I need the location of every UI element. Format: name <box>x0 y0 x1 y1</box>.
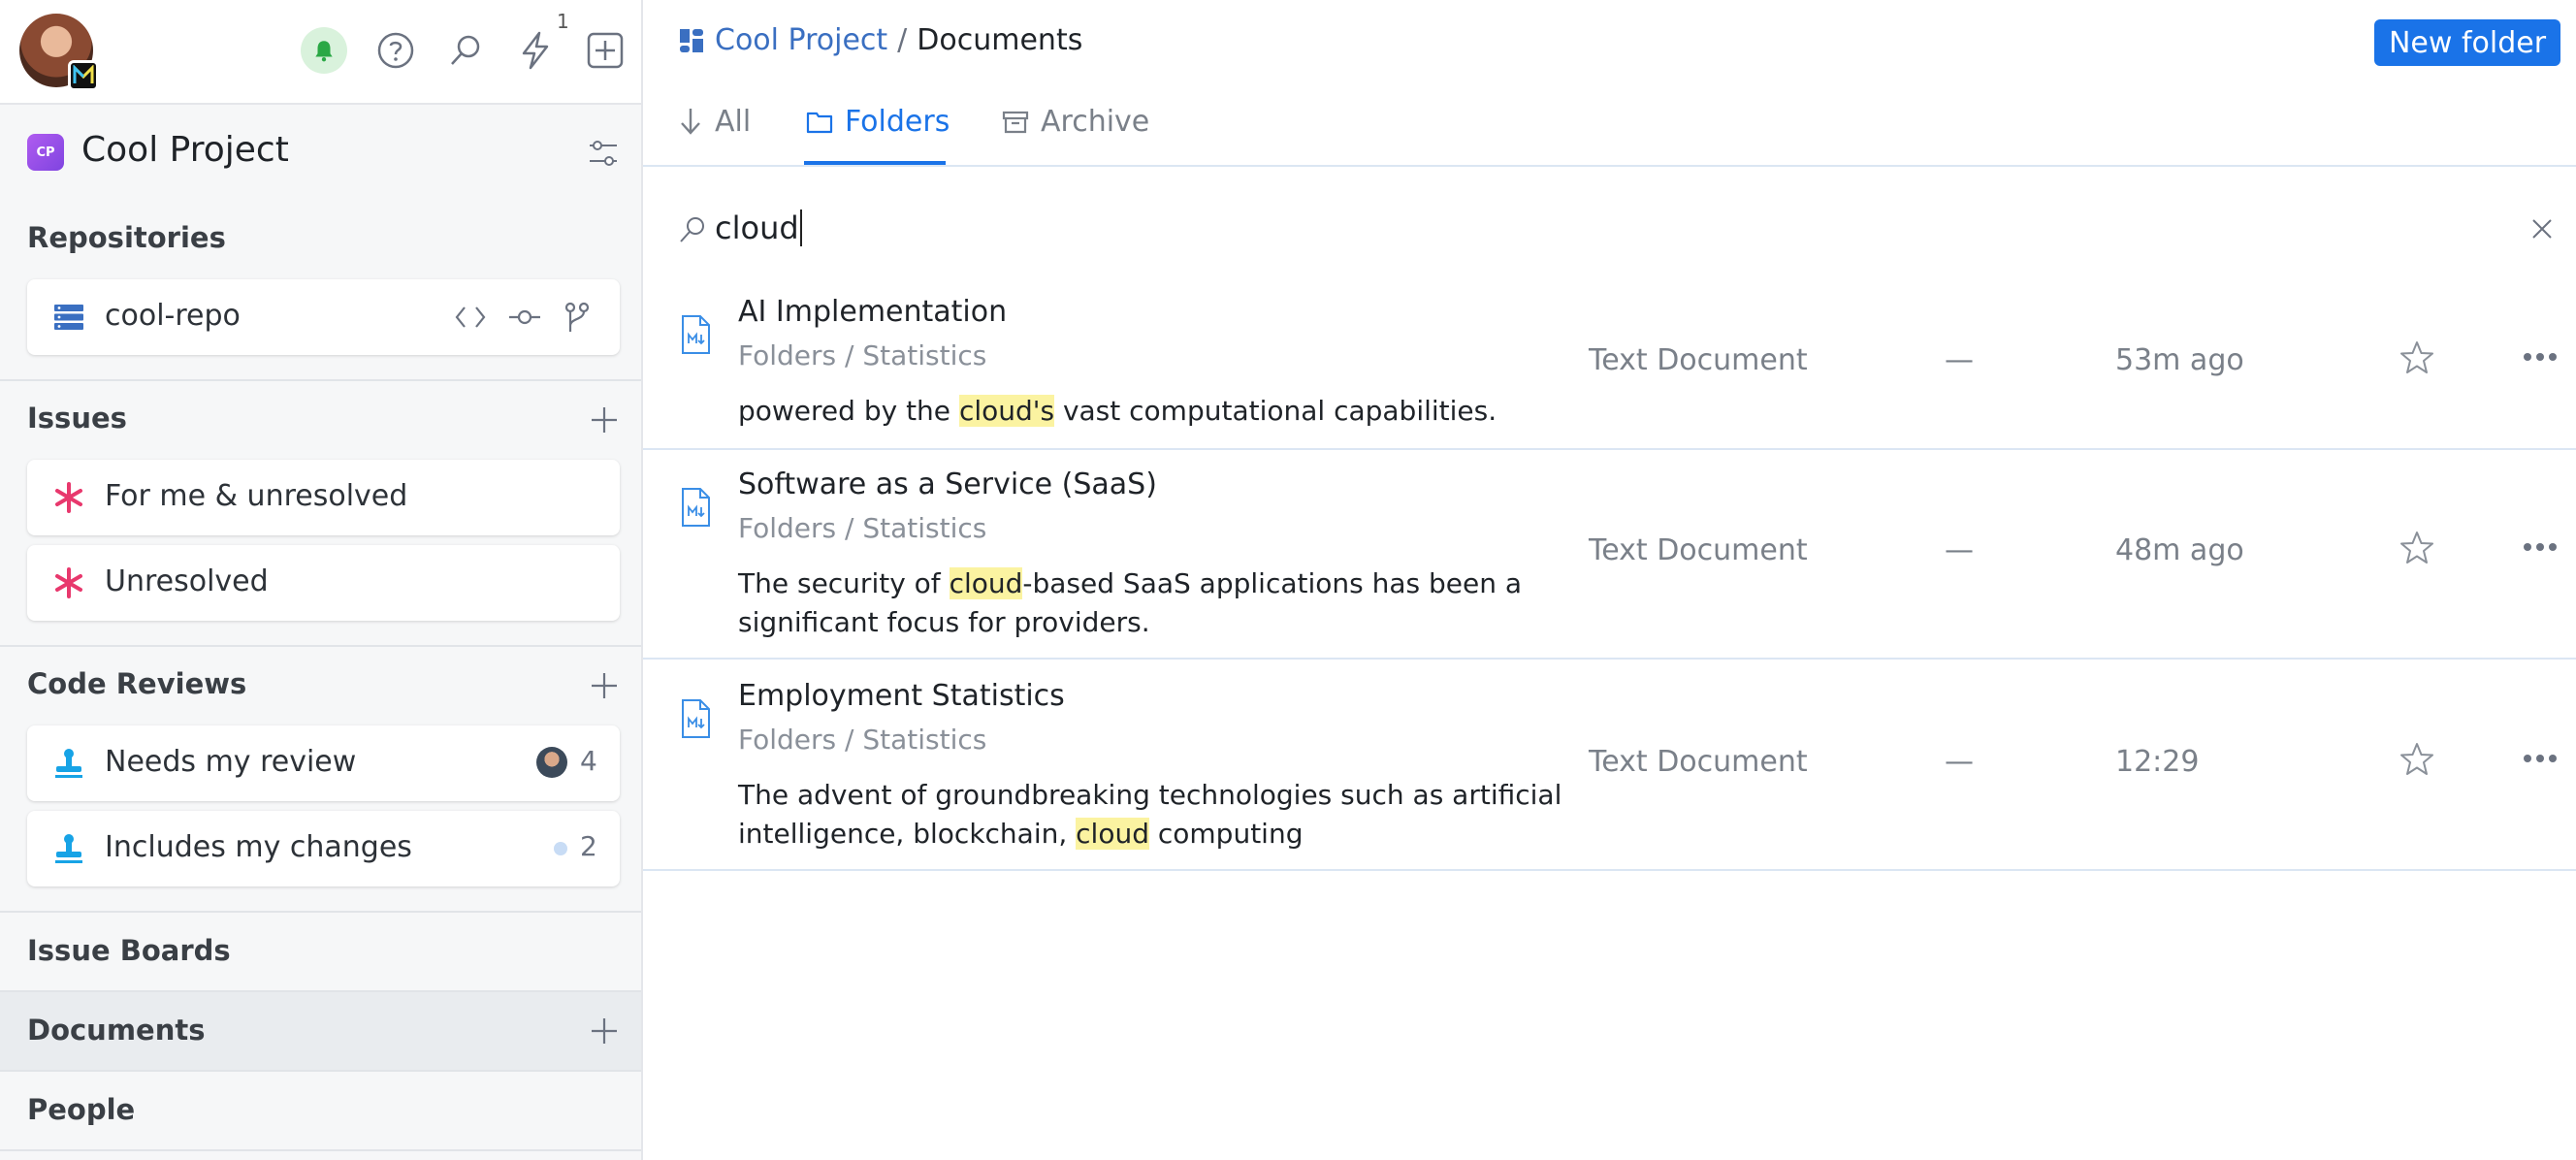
repositories-title[interactable]: Repositories <box>27 221 226 254</box>
document-type: Text Document <box>1589 533 1808 567</box>
main-content <box>643 0 2576 1160</box>
search-bar[interactable] <box>643 194 2576 264</box>
breadcrumb-current: Documents <box>917 23 1083 57</box>
issues-item-label: For me & unresolved <box>105 479 408 513</box>
markdown-document-icon <box>680 314 711 355</box>
review-count: 4 <box>580 745 597 777</box>
add-issue-icon[interactable] <box>586 402 623 438</box>
document-snippet <box>738 564 1572 642</box>
tab-archive[interactable] <box>1002 105 1149 167</box>
add-icon <box>586 31 625 70</box>
sliders-icon[interactable] <box>586 136 621 171</box>
notifications-button[interactable] <box>301 27 347 74</box>
snippet-text: powered by the <box>738 395 959 427</box>
issues-title[interactable]: Issues <box>27 402 127 435</box>
new-folder-button[interactable]: New folder <box>2374 19 2560 66</box>
activity-button[interactable] <box>512 27 559 74</box>
project-icon <box>678 27 705 54</box>
tab-label: All <box>715 105 752 139</box>
bell-icon <box>301 27 347 74</box>
help-button[interactable] <box>372 27 419 74</box>
reviews-item-needs-review[interactable] <box>27 725 620 801</box>
document-title[interactable]: Employment Statistics <box>738 679 1065 713</box>
breadcrumb-project-link[interactable]: Cool Project <box>715 23 888 57</box>
add-review-icon[interactable] <box>586 667 623 704</box>
table-row[interactable] <box>643 279 2576 450</box>
search-highlight: cloud <box>1076 818 1149 850</box>
more-icon[interactable] <box>2523 541 2558 553</box>
divider <box>0 645 641 647</box>
table-row[interactable] <box>643 450 2576 660</box>
repo-name: cool-repo <box>105 299 241 333</box>
asterisk-icon <box>52 481 85 514</box>
tab-label: Archive <box>1041 105 1150 139</box>
folder-icon <box>806 105 833 138</box>
nav-label: Documents <box>27 1014 206 1047</box>
sidebar-topbar <box>0 0 641 105</box>
divider <box>0 1149 641 1151</box>
project-badge: CP <box>27 134 64 171</box>
document-owner-placeholder: — <box>1945 745 1974 779</box>
active-tab-indicator <box>804 161 946 165</box>
snippet-text: The security of <box>738 567 950 599</box>
reviews-item-includes-changes[interactable] <box>27 811 620 886</box>
stamp-icon <box>52 747 85 780</box>
snippet-text: vast computational capabilities. <box>1054 395 1497 427</box>
arrow-down-icon <box>678 105 703 138</box>
code-icon[interactable] <box>454 303 487 332</box>
close-icon[interactable] <box>2530 217 2554 241</box>
markdown-document-icon <box>680 698 711 739</box>
project-name: Cool Project <box>81 130 289 170</box>
more-icon[interactable] <box>2523 351 2558 363</box>
documents-header <box>643 0 2576 167</box>
changes-count: 2 <box>580 830 597 862</box>
search-highlight: cloud's <box>958 395 1055 427</box>
document-snippet <box>738 776 1572 854</box>
nav-issue-boards[interactable] <box>0 913 641 990</box>
search-input[interactable]: cloud <box>715 209 802 246</box>
search-button[interactable] <box>442 27 489 74</box>
stamp-icon <box>52 832 85 865</box>
tab-label: Folders <box>845 105 950 139</box>
document-type: Text Document <box>1589 745 1808 779</box>
snippet-text: -based SaaS applications has been a significant focus for providers. <box>738 567 1523 638</box>
search-highlight: cloud <box>949 567 1023 599</box>
star-icon[interactable] <box>2399 741 2435 778</box>
database-icon <box>52 301 85 334</box>
nav-documents[interactable] <box>0 992 641 1070</box>
tab-all[interactable] <box>678 105 751 167</box>
activity-count: 1 <box>557 10 569 33</box>
issues-item-for-me[interactable] <box>27 460 620 535</box>
snippet-text: The advent of groundbreaking technologies such as artificial intelligence, blockchain, <box>738 779 1562 850</box>
app-logo-icon <box>68 60 99 91</box>
add-document-icon[interactable] <box>586 1013 623 1049</box>
create-button[interactable] <box>582 27 628 74</box>
breadcrumb-separator: / <box>897 23 908 57</box>
reviewer-avatar <box>536 747 567 778</box>
document-title[interactable]: Software as a Service (SaaS) <box>738 467 1157 501</box>
document-path: Folders / Statistics <box>738 339 987 371</box>
status-dot <box>554 842 567 855</box>
help-icon <box>376 31 415 70</box>
search-icon <box>678 215 707 244</box>
reviews-item-label: Includes my changes <box>105 830 412 864</box>
branch-icon[interactable] <box>563 301 592 334</box>
star-icon[interactable] <box>2399 530 2435 566</box>
table-row[interactable] <box>643 660 2576 871</box>
divider <box>0 379 641 381</box>
tab-folders[interactable] <box>806 105 950 167</box>
document-owner-placeholder: — <box>1945 343 1974 377</box>
archive-icon <box>1002 105 1029 138</box>
more-icon[interactable] <box>2523 753 2558 764</box>
asterisk-icon <box>52 566 85 599</box>
issues-item-unresolved[interactable] <box>27 545 620 621</box>
document-type: Text Document <box>1589 343 1808 377</box>
document-snippet <box>738 392 1572 431</box>
breadcrumb <box>678 23 1082 57</box>
code-reviews-title[interactable]: Code Reviews <box>27 667 247 700</box>
star-icon[interactable] <box>2399 339 2435 376</box>
document-owner-placeholder: — <box>1945 533 1974 567</box>
document-time: 12:29 <box>2115 745 2200 779</box>
lightning-icon <box>518 31 553 70</box>
document-title[interactable]: AI Implementation <box>738 295 1008 329</box>
nav-label: People <box>27 1093 136 1126</box>
document-path: Folders / Statistics <box>738 724 987 756</box>
snippet-text: computing <box>1148 818 1304 850</box>
nav-label: Issue Boards <box>27 934 231 967</box>
nav-people[interactable] <box>0 1072 641 1149</box>
sidebar <box>0 0 643 1160</box>
document-time: 53m ago <box>2115 343 2244 377</box>
markdown-document-icon <box>680 487 711 528</box>
commit-icon[interactable] <box>508 303 541 332</box>
repo-card[interactable] <box>27 279 620 355</box>
document-path: Folders / Statistics <box>738 512 987 544</box>
search-icon <box>448 33 483 68</box>
document-time: 48m ago <box>2115 533 2244 567</box>
reviews-item-label: Needs my review <box>105 745 357 779</box>
issues-item-label: Unresolved <box>105 564 269 598</box>
project-header[interactable] <box>0 105 641 202</box>
